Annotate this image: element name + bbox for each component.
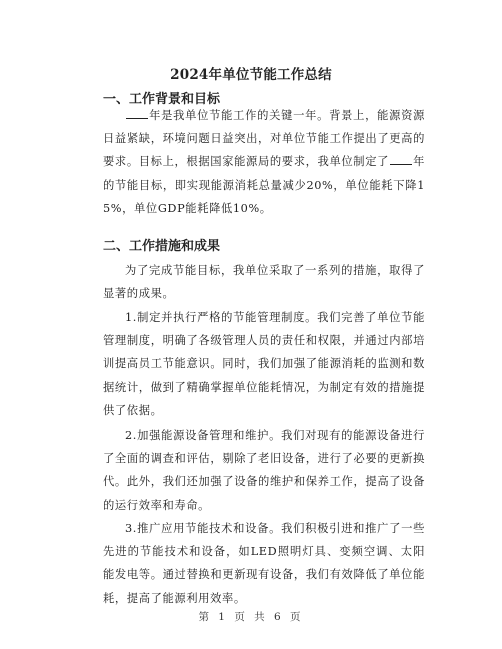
paragraph-measures-intro: 为了完成节能目标，我单位采取了一系列的措施，取得了显著的成果。 — [103, 264, 425, 301]
fill-in-blank — [390, 153, 412, 165]
page-footer: 第 1 页 共 6 页 — [198, 611, 304, 623]
document-title: 2024年单位节能工作总结 — [170, 67, 332, 83]
section-heading-background: 一、工作背景和目标 — [103, 92, 221, 107]
paragraph-measure-1: 1.制定并执行严格的节能管理制度。我们完善了单位节能管理制度，明确了各级管理人员的责任和权限，并通过内部培训提高员工节能意识。同时，我们加强了能源消耗的监测和数据统计，做到了精确掌握单位能耗情况，为制定有效的措施提供了依据。 — [103, 311, 425, 417]
section-heading-measures: 二、工作措施和成果 — [103, 239, 221, 254]
paragraph-measure-2: 2.加强能源设备管理和维护。我们对现有的能源设备进行了全面的调查和评估，剔除了老旧设备，进行了必要的更新换代。此外，我们还加强了设备的维护和保养工作，提高了设备的运行效率和寿命。 — [103, 429, 425, 512]
paragraph-background — [103, 104, 425, 220]
paragraph-measure-3: 3.推广应用节能技术和设备。我们积极引进和推广了一些先进的节能技术和设备，如LED照明灯具、变频空调、太阳能发电等。通过替换和更新现有设备，我们有效降低了单位能耗，提高了能源利用效率。 — [103, 522, 425, 605]
paragraph-background-text-1: 年是我单位节能工作的关键一年。背景上，能源资源日益紧缺，环境问题日益突出，对单位节能工作提出了更高的要求。目标上，根据国家能源局的要求，我单位制定了 — [103, 109, 425, 169]
paragraph-background-text-2: 年的节能目标，即实现能源消耗总量减少20%，单位能耗下降15%，单位GDP能耗降低10%。 — [103, 155, 425, 215]
fill-in-blank — [126, 107, 148, 119]
